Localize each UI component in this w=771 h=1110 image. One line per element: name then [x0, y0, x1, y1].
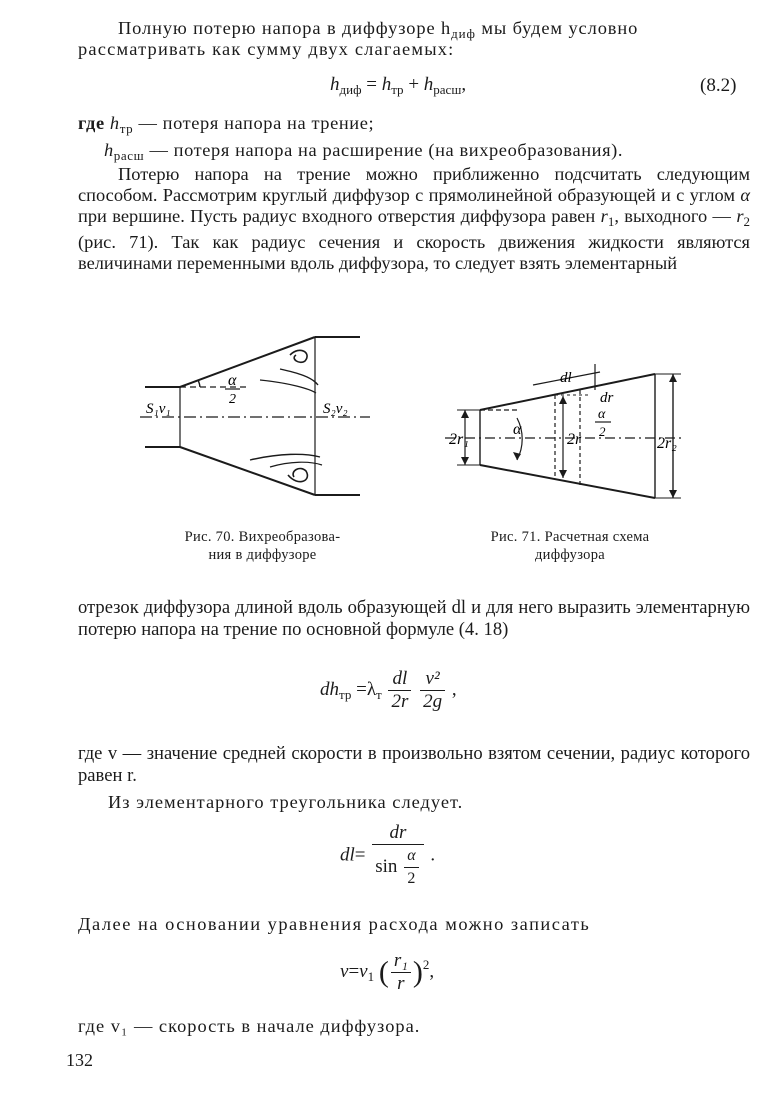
equation-8-2: $h_{диф} = h_{тр} + h_{расш}$, [330, 74, 467, 97]
paragraph-friction-method: Потерю напора на трение можно приближенно подсчитать следующим способом. Рассмотрим круглый диффузор с прямолинейной образующей и с углом α при вершине. Пусть радиус входного отверстия диффузора равен $r_1$, выходного — $r_2$ (рис. 71). Так как радиус сечения и скорость движения жидкости являются величинами переменными вдоль диффузора, то следует взять элементарный [78, 164, 750, 273]
fig70-s1v1-label: S₁v₁ [146, 401, 171, 417]
scheme-bottom-wall [480, 465, 655, 498]
fig70-two-label: 2 [229, 392, 236, 407]
fig71-dr-label: dr [600, 390, 614, 406]
vortex-bottom [288, 469, 307, 482]
fig70-alpha-label: α [228, 372, 237, 389]
figure-71-diffuser-scheme [445, 360, 695, 510]
fig71-2r2-label: 2r₂ [657, 435, 677, 452]
paragraph-intro-line1: Полную потерю напора в диффузоре $h_{диф}$ мы будем условно [118, 18, 639, 41]
fig71-dl-label: dl [560, 370, 572, 386]
fig71-alpha-label: α [513, 421, 522, 438]
equation-velocity: $v=v_1$ ( $\frac{\text{r₁}}{r}$ )$^2$, [340, 950, 435, 994]
paragraph-velocity-definition: где v — значение средней скорости в произвольно взятом сечении, радиус которого равен r. [78, 743, 750, 786]
paragraph-triangle: Из элементарного треугольника следует. [108, 792, 464, 812]
definition-expansion: $h_{расш}$ — потеря напора на расширение (на вихреобразования). [104, 140, 624, 163]
fig71-2r1-label: 2r₁ [449, 431, 469, 448]
definition-friction: где $h_{тр}$ — потеря напора на трение; [78, 113, 375, 136]
figure-70-caption: Рис. 70. Вихреобразова- ния в диффузоре [184, 529, 341, 563]
fig70-s2v2-label: S₂v₂ [323, 401, 348, 417]
fig71-two-label: 2 [599, 424, 606, 439]
equation-number: (8.2) [700, 75, 737, 96]
vortex-top [290, 350, 307, 362]
fig71-2r-label: 2r [567, 431, 582, 448]
paragraph-elementary-segment: отрезок диффузора длиной вдоль образующей dl и для него выразить элементарную потерю напора на трение по основной формуле (4. 18) [78, 597, 750, 640]
diffuser-top-wall [180, 337, 315, 387]
figure-70-diffuser-vortex [140, 325, 370, 505]
paragraph-intro-line2: рассматривать как сумму двух слагаемых: [78, 39, 455, 59]
paragraph-flow-equation: Далее на основании уравнения расхода можно записать [78, 914, 591, 934]
equation-dl: dl= dr sin $\frac{\alpha}{2}$ . [340, 822, 435, 890]
fig71-alpha-top-label: α [598, 407, 606, 422]
equation-friction-loss: $dh_{тр} =\lambda_т$ $\frac{dl}{2r}$ $\frac{\text{v²}}{2g}$ , [320, 668, 457, 712]
page-number: 132 [66, 1050, 93, 1070]
paragraph-inlet-velocity: где v₁ — скорость в начале диффузора. [78, 1016, 421, 1036]
figure-71-caption: Рис. 71. Расчетная схема диффузора [490, 529, 650, 563]
